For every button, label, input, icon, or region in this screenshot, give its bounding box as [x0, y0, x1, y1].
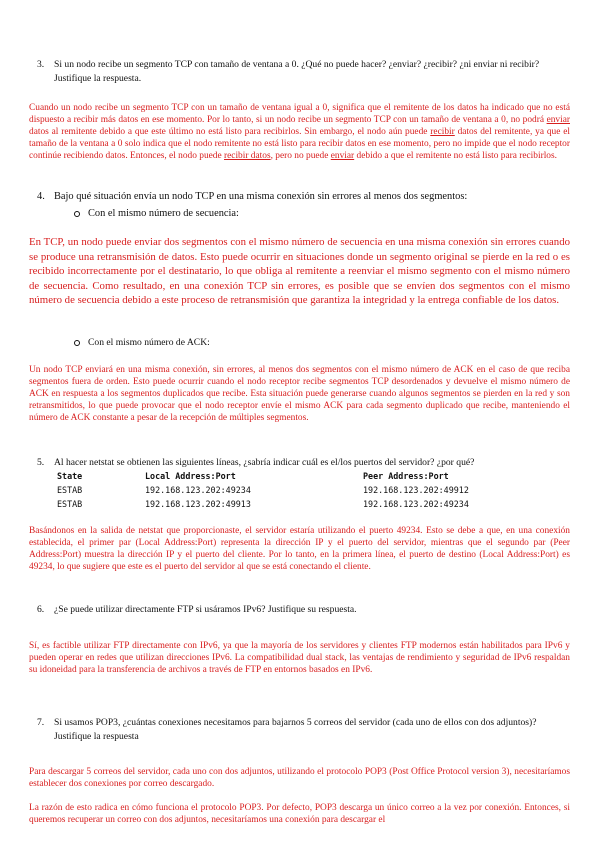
bullet-icon — [74, 211, 80, 217]
question-text: Bajo qué situación envía un nodo TCP en una misma conexión sin errores al menos dos segmentos: — [54, 191, 468, 202]
question-text: Si usamos POP3, ¿cuántas conexiones necesitamos para bajarnos 5 correos del servidor (cada uno de ellos con dos adjuntos)? Justifique la respuesta — [54, 717, 537, 742]
question-text: Si un nodo recibe un segmento TCP con tamaño de ventana a 0. ¿Qué no puede hacer? ¿enviar? ¿recibir? ¿ni enviar ni recibir? Justifique la respuesta. — [54, 59, 540, 84]
question-4 — [37, 190, 567, 206]
answer-4-ack: Un nodo TCP enviará en una misma conexión, sin errores, al menos dos segmentos con el mismo número de ACK en el caso de que reciba segmentos fuera de orden. Esto puede ocurrir cuando el nodo receptor recibe segmentos TCP desordenados y devuelve el mismo número de ACK en respuesta a los segmentos duplicados que recibe. Esta situación puede generarse cuando algunos segmentos se pierden en la red y son retransmitidos, lo que puede provocar que el nodo receptor envíe el mismo ACK para cada segmento duplicado que recibe, manteniendo el número de ACK constante a pesar de la recepción de múltiples segmentos. — [29, 365, 570, 423]
netstat-cell: 192.168.123.202:49234 — [145, 485, 251, 495]
answer-4-sequence: En TCP, un nodo puede enviar dos segmentos con el mismo número de secuencia en una misma conexión sin errores cuando se produce una retransmisión de datos. Esto puede ocurrir en situaciones donde un segmento original se pierde en la red o es recibido incorrectamente por el destinatario, lo que obliga al remitente a reenviar el mismo segmento con el mismo número de secuencia. Como resultado, en una conexión TCP sin errores, es posible que se envíen dos segmentos con el mismo número de secuencia debido a este proceso de retransmisión que garantiza la integridad y la entrega confiable de los datos. — [29, 236, 570, 307]
netstat-cell: ESTAB — [57, 499, 83, 509]
netstat-cell: 192.168.123.202:49912 — [363, 485, 469, 495]
question-text: Al hacer netstat se obtienen las siguientes líneas, ¿sabría indicar cuál es el/los puertos del servidor? ¿por qué? — [54, 457, 475, 468]
bullet-icon — [74, 340, 80, 346]
netstat-header: Local Address:Port — [145, 471, 236, 481]
answer-5: Basándonos en la salida de netstat que proporcionaste, el servidor estaría utilizando el puerto 49234. Esto se debe a que, en una conexión establecida, el primer par (Local Address:Port) representa la dirección IP y el puerto del servidor, mientras que el segundo par (Peer Address:Port) muestra la dirección IP y el puerto del cliente. Por lo tanto, en la primera línea, el puerto de destino (Local Address:Port) es 49234, lo que sugiere que este es el puerto del servidor al que se está conectando el cliente. — [29, 526, 570, 572]
netstat-header: State — [57, 471, 83, 481]
netstat-cell: 192.168.123.202:49913 — [145, 499, 251, 509]
answer-3: Cuando un nodo recibe un segmento TCP con un tamaño de ventana igual a 0, significa que el remitente de los datos ha indicado que no está dispuesto a recibir más datos en ese momento. Por lo tanto, si un nodo recibe un segmento TCP con un tamaño de ventana a 0, no podrá enviar datos al remitente debido a que este último no está listo para recibirlos. Sin embargo, el nodo aún puede recibir datos del remitente, ya que el tamaño de la ventana a 0 solo indica que el nodo remitente no está listo para recibir datos en ese momento, pero no impide que el nodo receptor continúe recibiendo datos. Entonces, el nodo puede recibir datos, pero no puede enviar debido a que el remitente no está listo para recibirlos. — [29, 103, 570, 161]
question-number: 3. — [37, 59, 45, 70]
question-5 — [37, 456, 567, 470]
question-number: 7. — [37, 717, 45, 728]
netstat-header: Peer Address:Port — [363, 471, 449, 481]
question-7 — [37, 716, 567, 746]
question-number: 4. — [37, 191, 45, 202]
netstat-cell: 192.168.123.202:49234 — [363, 499, 469, 509]
answer-7-part1: Para descargar 5 correos del servidor, cada uno con dos adjuntos, utilizando el protocolo POP3 (Post Office Protocol version 3), necesitaríamos establecer dos conexiones por correo descargado. — [29, 767, 570, 789]
netstat-cell: ESTAB — [57, 485, 83, 495]
answer-6: Sí, es factible utilizar FTP directamente con IPv6, ya que la mayoría de los servidores y clientes FTP modernos están habilitados para IPv6 y pueden operar en redes que utilizan direcciones IPv6. La compatibilidad dual stack, las ventajas de rendimiento y seguridad de IPv6 respaldan su idoneidad para la transferencia de archivos a través de FTP en entornos basados en IPv6. — [29, 641, 570, 675]
netstat-output — [57, 470, 557, 510]
question-3 — [37, 58, 565, 88]
underlined-word: enviar — [330, 150, 355, 161]
question-6 — [37, 603, 567, 617]
answer-7-part2: La razón de esto radica en cómo funciona el protocolo POP3. Por defecto, POP3 descarga un único correo a la vez por conexión. Entonces, si queremos recuperar un correo con dos adjuntos, necesitaríamos una conexión para descargar el — [29, 803, 570, 825]
question-number: 6. — [37, 604, 45, 615]
underlined-word: enviar — [546, 114, 570, 125]
underlined-word: recibir datos — [224, 150, 271, 161]
question-number: 5. — [37, 457, 45, 468]
question-text: ¿Se puede utilizar directamente FTP si usáramos IPv6? Justifique su respuesta. — [54, 604, 357, 615]
underlined-word: recibir — [430, 126, 455, 137]
